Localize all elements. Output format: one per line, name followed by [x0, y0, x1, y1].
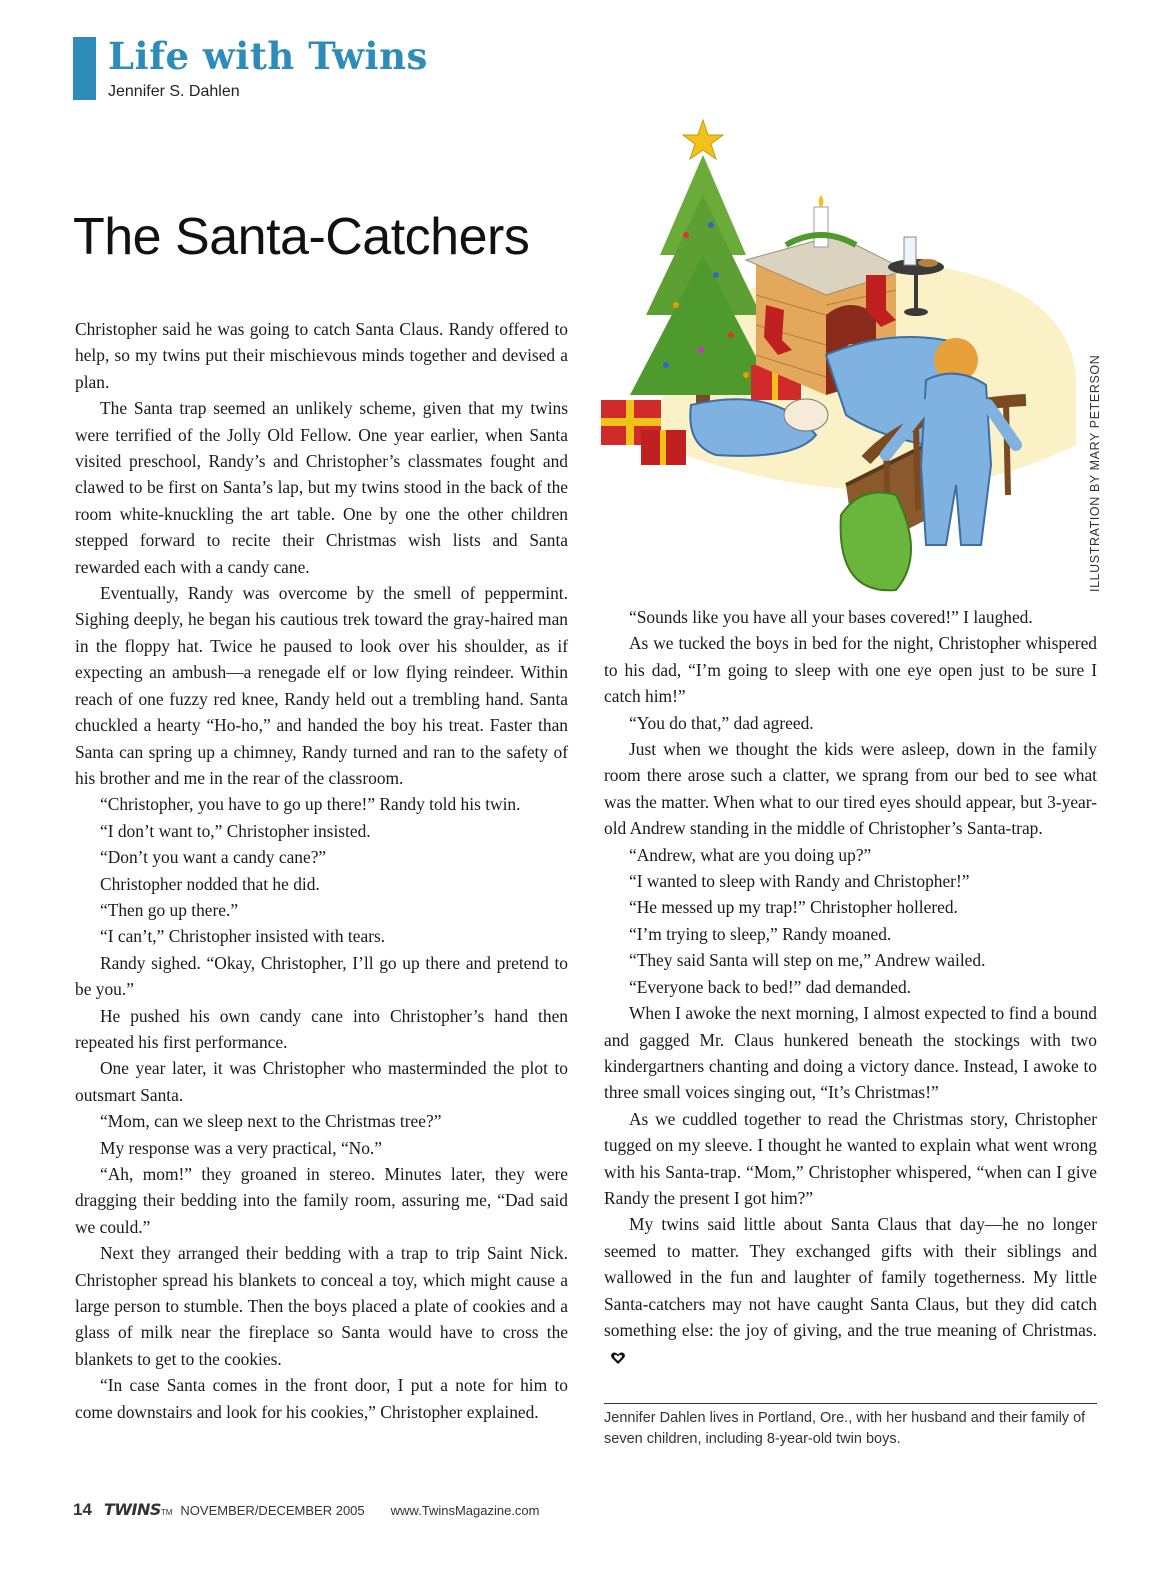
article-headline: The Santa-Catchers	[73, 208, 530, 266]
website-url: www.TwinsMagazine.com	[390, 1503, 540, 1518]
heart-end-mark-icon	[610, 1350, 626, 1366]
paragraph: “Mom, can we sleep next to the Christmas tree?”	[100, 1111, 442, 1132]
author-byline: Jennifer S. Dahlen	[108, 83, 240, 100]
paragraph: “I wanted to sleep with Randy and Christopher!”	[629, 871, 970, 892]
author-bio: Jennifer Dahlen lives in Portland, Ore., with her husband and their family of seven children, including 8-year-old twin boys.	[604, 1410, 1086, 1447]
paragraph: He pushed his own candy cane into Christopher’s hand then repeated his first performance.	[75, 1005, 568, 1052]
trademark-mark: TM	[160, 1508, 173, 1517]
paragraph: Christopher said he was going to catch Santa Claus. Randy offered to help, so my twins put their mischievous minds together and devised a plan.	[75, 319, 568, 392]
section-title: Life with Twins	[108, 34, 428, 78]
illustration-credit: ILLUSTRATION BY MARY PETERSON	[1088, 354, 1102, 592]
paragraph: One year later, it was Christopher who masterminded the plot to outsmart Santa.	[75, 1058, 568, 1105]
page-footer	[73, 1500, 539, 1520]
paragraph: “You do that,” dad agreed.	[629, 712, 814, 733]
paragraph: “I don’t want to,” Christopher insisted.	[100, 820, 371, 841]
article-right-column	[604, 604, 1097, 1370]
star-icon	[683, 120, 723, 159]
paragraph: My response was a very practical, “No.”	[100, 1137, 383, 1158]
paragraph: “In case Santa comes in the front door, I put a note for him to come downstairs and look for his cookies,” Christopher explained.	[75, 1375, 568, 1422]
paragraph: Christopher nodded that he did.	[100, 873, 320, 894]
paragraph: “Everyone back to bed!” dad demanded.	[629, 976, 911, 997]
paragraph: “They said Santa will step on me,” Andrew wailed.	[629, 950, 986, 971]
closing-paragraph-text: My twins said little about Santa Claus that day—he no longer seemed to matter. They exchanged gifts with their siblings and wallowed in the fun and laughter of family togetherness. My little Santa-catchers may not have caught Santa Claus, but they did catch something else: the joy of giving, and the true meaning of Christmas.	[604, 1214, 1097, 1340]
paragraph: “I’m trying to sleep,” Randy moaned.	[629, 923, 892, 944]
paragraph: Next they arranged their bedding with a trap to trip Saint Nick. Christopher spread his blankets to conceal a toy, which might cause a large person to stumble. Then the boys placed a plate of cookies and a glass of milk near the fireplace so Santa would have to cross the blankets to get to the cookies.	[75, 1243, 568, 1369]
paragraph: “He messed up my trap!” Christopher hollered.	[629, 897, 958, 918]
paragraph: Eventually, Randy was overcome by the smell of peppermint. Sighing deeply, he began his cautious trek toward the gray-haired man in the floppy hat. Twice he paused to look over his shoulder, as if expecting an ambush—a renegade elf or low flying reindeer. Within reach of one fuzzy red knee, Randy held out a trembling hand. Santa chuckled a hearty “Ho-ho,” and handed the boy his treat. Faster than Santa can spring up a chimney, Randy turned and ran to the safety of his brother and me in the rear of the classroom.	[75, 583, 568, 788]
paragraph: “Christopher, you have to go up there!” Randy told his twin.	[100, 794, 521, 815]
bio-divider	[604, 1403, 1097, 1404]
candle-icon	[814, 207, 828, 247]
paragraph: When I awoke the next morning, I almost expected to find a bound and gagged Mr. Claus hunkered beneath the stockings with two kindergartners chanting and doing a victory dance. Instead, I awoke to three small voices singing out, “It’s Christmas!”	[604, 1003, 1097, 1103]
paragraph: “Andrew, what are you doing up?”	[629, 844, 872, 865]
paragraph: Just when we thought the kids were asleep, down in the family room there arose such a clatter, we sprang from our bed to see what was the matter. When what to our tired eyes should appear, but 3-year-old Andrew standing in the middle of Christopher’s Santa-trap.	[604, 739, 1097, 839]
paragraph: “Ah, mom!” they groaned in stereo. Minutes later, they were dragging their bedding into the family room, assuring me, “Dad said we could.”	[75, 1164, 568, 1237]
article-left-column	[75, 316, 568, 1425]
paragraph: The Santa trap seemed an unlikely scheme, given that my twins were terrified of the Jolly Old Fellow. One year earlier, when Santa visited preschool, Randy’s and Christopher’s classmates fought and clawed to be first on Santa’s lap, but my twins stood in the back of the room white-knuckling the art table. One by one the other children stepped forward to recite their Christmas wish lists and Santa rewarded each with a candy cane.	[75, 398, 568, 577]
paragraph: Randy sighed. “Okay, Christopher, I’ll go up there and pretend to be you.”	[75, 952, 568, 1000]
paragraph: “Sounds like you have all your bases covered!” I laughed.	[629, 607, 1033, 627]
magazine-logo: TWINS	[103, 1500, 161, 1519]
issue-date: NOVEMBER/DECEMBER 2005	[180, 1503, 365, 1518]
christmas-illustration	[596, 115, 1096, 595]
paragraph: “Then go up there.”	[100, 899, 239, 920]
section-color-bar	[73, 37, 96, 100]
paragraph: “Don’t you want a candy cane?”	[100, 847, 327, 868]
paragraph: As we cuddled together to read the Christmas story, Christopher tugged on my sleeve. I thought he wanted to explain what went wrong with his Santa-trap. “Mom,” Christopher whispered, “when can I give Randy the present I got him?”	[604, 1108, 1097, 1208]
page-number: 14	[73, 1500, 92, 1519]
paragraph: As we tucked the boys in bed for the night, Christopher whispered to his dad, “I’m going to sleep with one eye open just to be sure I catch him!”	[604, 633, 1097, 707]
sack-icon	[841, 493, 911, 591]
paragraph: “I can’t,” Christopher insisted with tears.	[100, 926, 386, 947]
paragraph	[604, 1211, 1097, 1369]
